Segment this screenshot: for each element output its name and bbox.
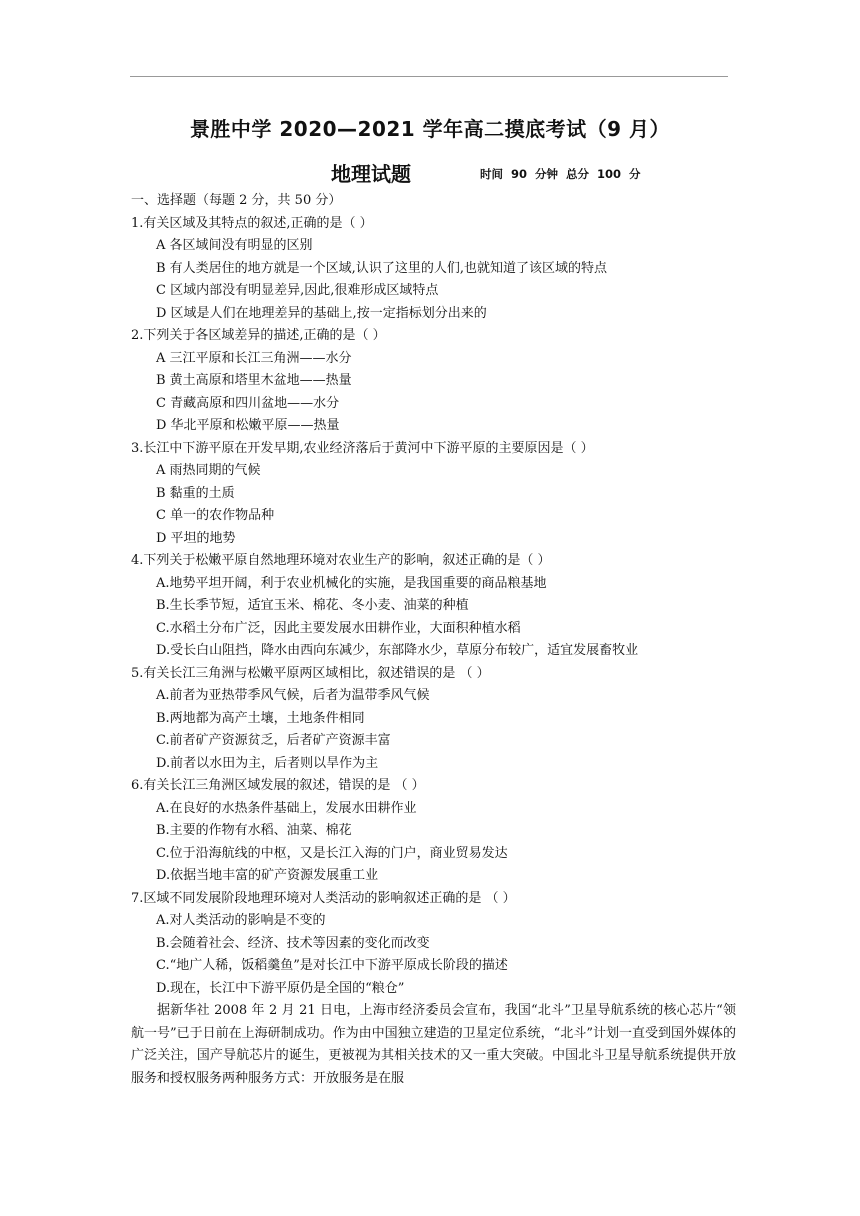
option-c: C 单一的农作物品种 [156, 508, 275, 523]
subtitle-row [0, 158, 860, 188]
question-stem: 1.有关区域及其特点的叙述,正确的是（ ） [131, 215, 373, 231]
question-stem: 6.有关长江三角洲区域发展的叙述，错误的是 （ ） [131, 778, 425, 793]
header-rule [130, 76, 728, 77]
option-b: B 黄土高原和塔里木盆地——热量 [156, 373, 352, 388]
question-5 [131, 663, 736, 776]
question-7 [131, 888, 736, 1001]
question-stem: 3.长江中下游平原在开发早期,农业经济落后于黄河中下游平原的主要原因是（ ） [131, 440, 594, 456]
exam-title: 景胜中学 2020—2021 学年高二摸底考试（9 月） [189, 117, 671, 141]
option-c: C.水稻土分布广泛，因此主要发展水田耕作业，大面积种植水稻 [156, 620, 521, 636]
option-b: B.会随着社会、经济、技术等因素的变化而改变 [156, 935, 430, 951]
reading-passage: 据新华社 2008 年 2 月 21 日电，上海市经济委员会宣布，我国“北斗”卫星导航系统的核心芯片“领航一号”已于日前在上海研制成功。作为由中国独立建造的卫星定位系统，“北斗”计划一直受到国外媒体的广泛关注，国产导航芯片的诞生，更被视为其相关技术的又一重大突破。中国北斗卫星导航系统提供开放服务和授权服务两种服务方式：开放服务是在服 [131, 1003, 736, 1086]
option-b: B 黏重的土质 [156, 485, 235, 501]
option-b: B.主要的作物有水稻、油菜、棉花 [156, 823, 352, 838]
option-c: C.“地广人稀，饭稻羹鱼”是对长江中下游平原成长阶段的描述 [156, 958, 508, 973]
option-d: D 平坦的地势 [156, 530, 236, 546]
option-d: D.现在，长江中下游平原仍是全国的“粮仓” [156, 980, 405, 996]
option-a: A 三江平原和长江三角洲——水分 [156, 350, 352, 366]
option-a: A.地势平坦开阔，利于农业机械化的实施，是我国重要的商品粮基地 [156, 575, 547, 591]
option-b: B.生长季节短，适宜玉米、棉花、冬小麦、油菜的种植 [156, 598, 469, 613]
option-d: D.受长白山阻挡，降水由西向东减少，东部降水少，草原分布较广，适宜发展畜牧业 [156, 643, 639, 658]
question-stem: 7.区域不同发展阶段地理环境对人类活动的影响叙述正确的是 （ ） [131, 890, 516, 906]
option-b: B 有人类居住的地方就是一个区域,认识了这里的人们,也就知道了该区域的特点 [156, 260, 607, 276]
subject-title: 地理试题 [331, 162, 411, 186]
option-c: C 区域内部没有明显差异,因此,很难形成区域特点 [156, 283, 439, 298]
exam-time-score: 时间 90 分钟 总分 100 分 [480, 167, 641, 181]
question-1 [131, 213, 736, 326]
option-c: C.位于沿海航线的中枢，又是长江入海的门户，商业贸易发达 [156, 845, 508, 861]
option-a: A.前者为亚热带季风气候，后者为温带季风气候 [156, 688, 430, 703]
option-d: D 华北平原和松嫩平原——热量 [156, 418, 340, 433]
option-c: C 青藏高原和四川盆地——水分 [156, 395, 340, 411]
option-d: D.依据当地丰富的矿产资源发展重工业 [156, 868, 379, 883]
option-a: A.对人类活动的影响是不变的 [156, 913, 326, 928]
exam-content [131, 190, 736, 1090]
question-stem: 5.有关长江三角洲与松嫩平原两区域相比，叙述错误的是 （ ） [131, 665, 490, 681]
option-d: D 区域是人们在地理差异的基础上,按一定指标划分出来的 [156, 305, 487, 321]
question-6 [131, 775, 736, 888]
option-b: B.两地都为高产土壤，土地条件相同 [156, 710, 365, 726]
question-3 [131, 438, 736, 551]
option-d: D.前者以水田为主，后者则以旱作为主 [156, 755, 379, 771]
option-a: A.在良好的水热条件基础上，发展水田耕作业 [156, 800, 417, 816]
section-heading: 一、选择题（每题 2 分，共 50 分） [131, 193, 342, 208]
option-a: A 雨热同期的气候 [156, 463, 261, 478]
question-stem: 2.下列关于各区域差异的描述,正确的是（ ） [131, 328, 386, 343]
question-2 [131, 325, 736, 438]
option-c: C.前者矿产资源贫乏，后者矿产资源丰富 [156, 733, 391, 748]
question-4 [131, 550, 736, 663]
option-a: A 各区域间没有明显的区别 [156, 238, 313, 253]
question-stem: 4.下列关于松嫩平原自然地理环境对农业生产的影响，叙述正确的是（ ） [131, 553, 551, 568]
